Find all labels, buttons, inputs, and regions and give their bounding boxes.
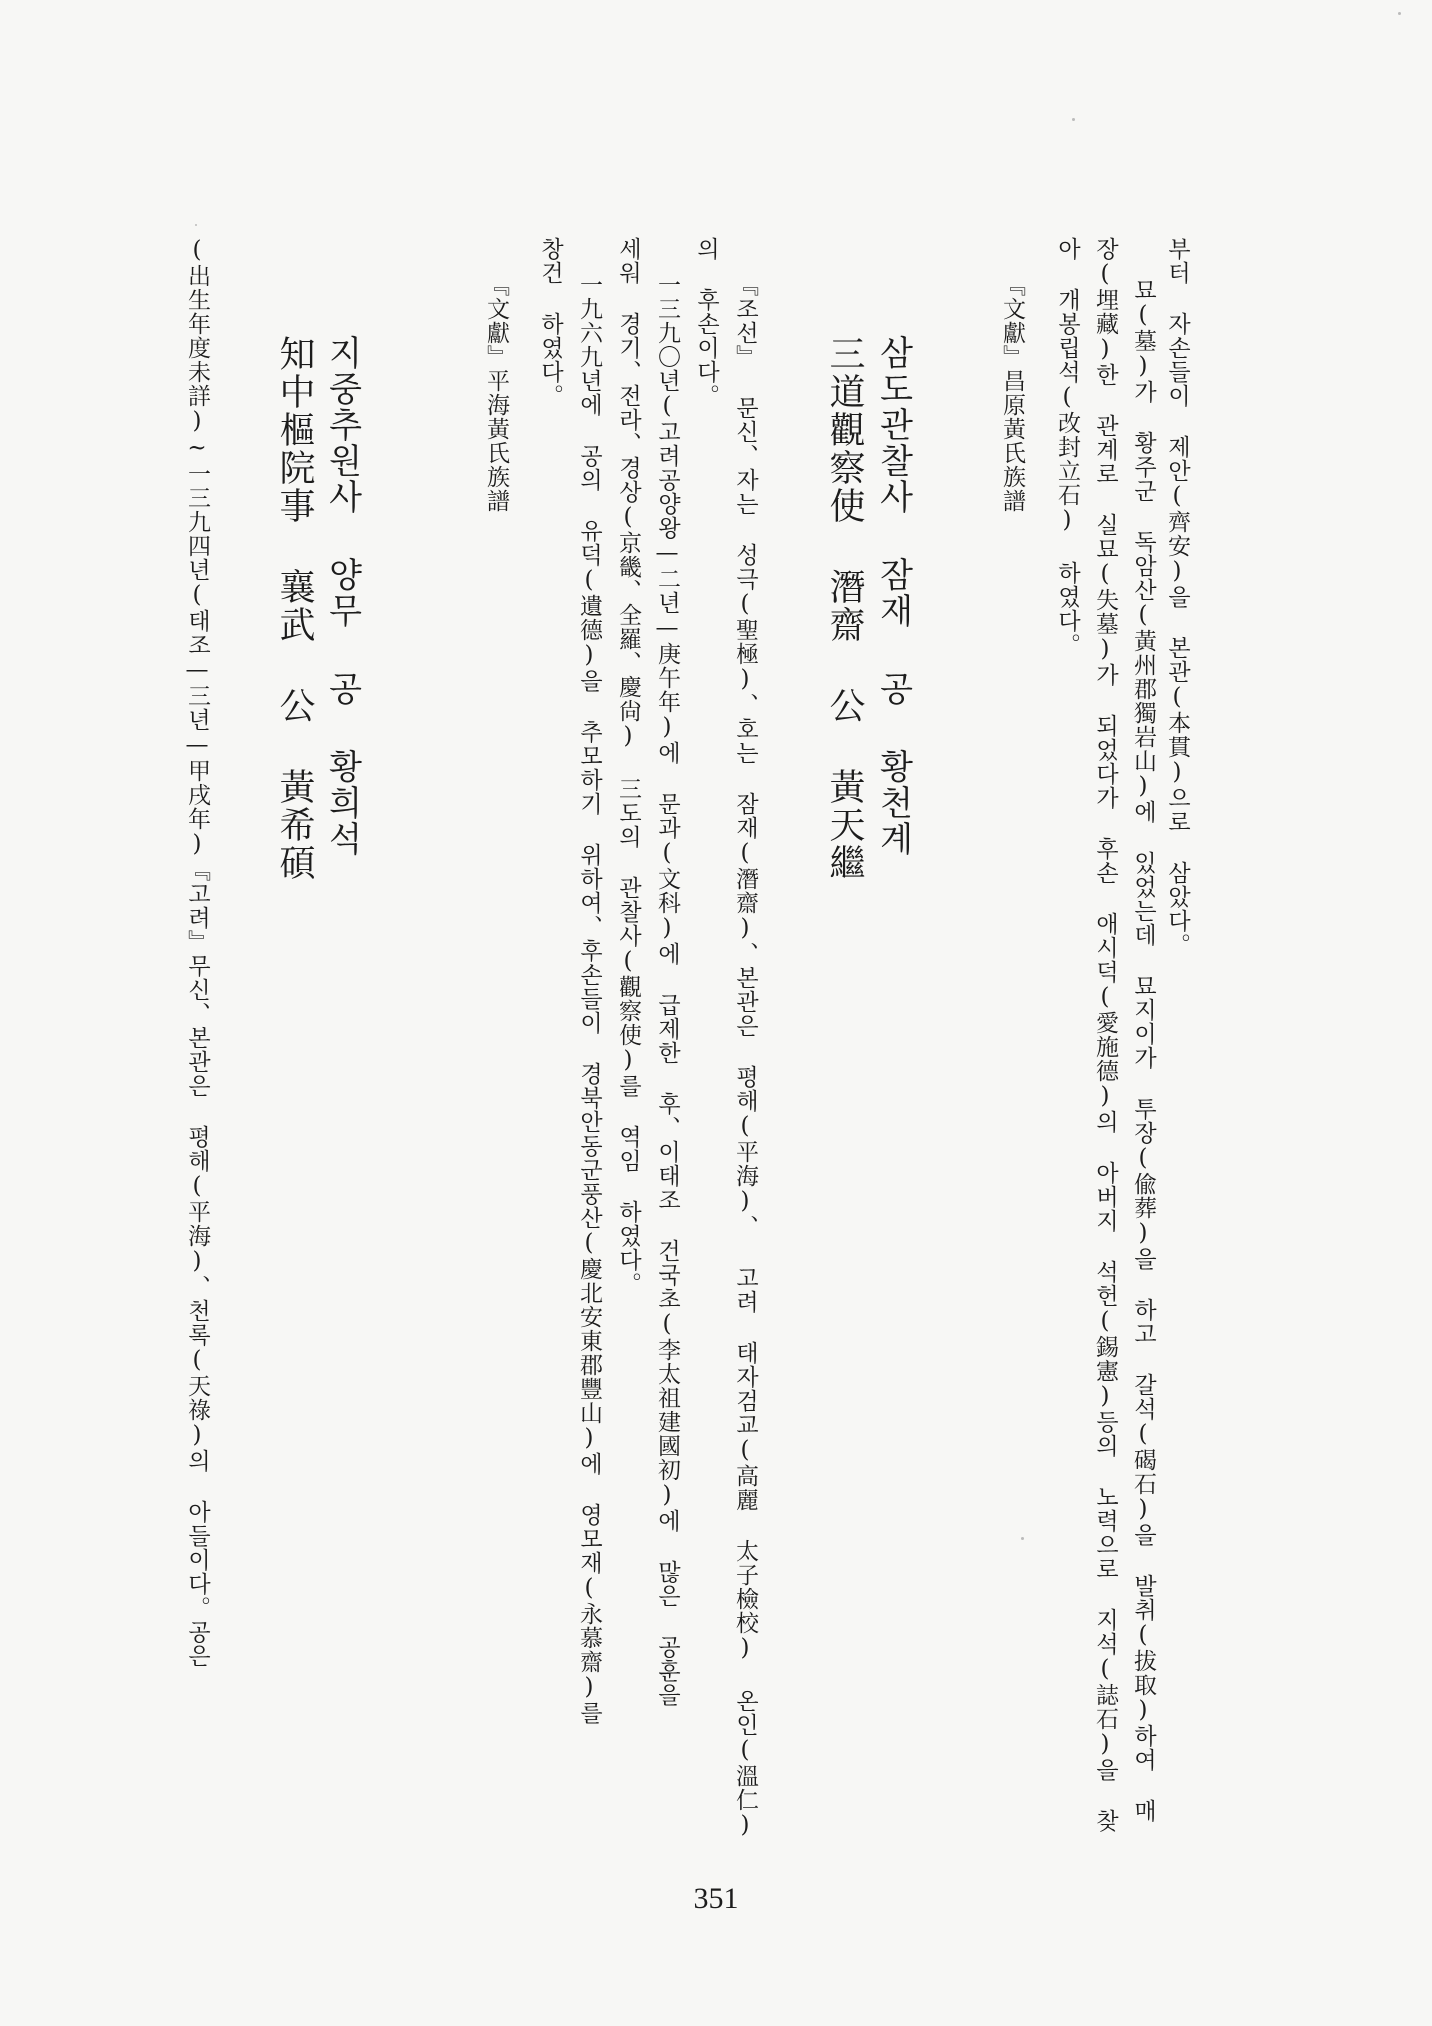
- scan-speck: [195, 224, 197, 226]
- text-column-9: 의 후손이다。: [693, 237, 719, 408]
- section-title-hanja: 知中樞院事 襄武 公 黃希碩: [274, 335, 315, 882]
- scan-speck: [1021, 1537, 1024, 1540]
- text-column-10: 一三九〇년(고려공양왕—二년—庚午年)에 문과(文科)에 급제한 후、이태조 건국초(李太祖建國初)에 많은 공훈을: [654, 273, 680, 1707]
- text-column-2: 묘(墓)가 황주군 독암산(黃州郡獨岩山)에 있었는데 묘지이가 투장(偸葬)을 하고 갈석(碣石)을 발취(拔取)하여 매: [1130, 278, 1156, 1823]
- text-column-11: 세워 경기、전라、경상(京畿、全羅、慶尙) 三도의 관찰사(觀察使)를 역임 하였다。: [615, 237, 641, 1296]
- scan-speck: [1398, 12, 1401, 15]
- text-column-8: 『조선』 문신、자는 성극(聖極)、호는 잠재(潛齋)、본관은 평해(平海)、 고려 태자검교(高麗 太子檢校) 온인(溫仁): [732, 273, 758, 1839]
- scan-speck: [1072, 118, 1075, 121]
- section-title-korean: 삼도관찰사 잠재 공 황천계: [873, 335, 913, 857]
- section-title-hanja: 三道觀察使 潛齋 公 黃天繼: [824, 335, 865, 882]
- text-column-17: (出生年度未詳)~一三九四년(태조—三년—甲戌年)『고려』무신、본관은 평해(平海)、천록(天祿)의 아들이다。공은: [184, 237, 210, 1668]
- source-citation: 『文獻』平海黃氏族譜: [483, 273, 509, 513]
- source-citation: 『文獻』昌原黃氏族譜: [999, 273, 1025, 513]
- text-column-4: 아 개봉립석(改封立石) 하였다。: [1054, 237, 1080, 657]
- page-number: 351: [693, 1882, 739, 1915]
- text-column-3: 장(埋藏)한 관계로 실묘(失墓)가 되었다가 후손 애시덕(愛施德)의 아버지 석헌(錫憲)등의 노력으로 지석(誌石)을 찾: [1092, 237, 1118, 1833]
- text-column-13: 창건 하였다。: [537, 237, 563, 408]
- section-title-korean: 지중추원사 양무 공 황희석: [322, 335, 362, 857]
- text-column-12: 一九六九년에 공의 유덕(遺德)을 추모하기 위하여、후손들이 경북안동군풍산(慶北安東郡豐山)에 영모재(永慕齋)를: [576, 273, 602, 1725]
- text-column-1: 부터 자손들이 제안(齊安)을 본관(本貫)으로 삼았다。: [1164, 237, 1190, 957]
